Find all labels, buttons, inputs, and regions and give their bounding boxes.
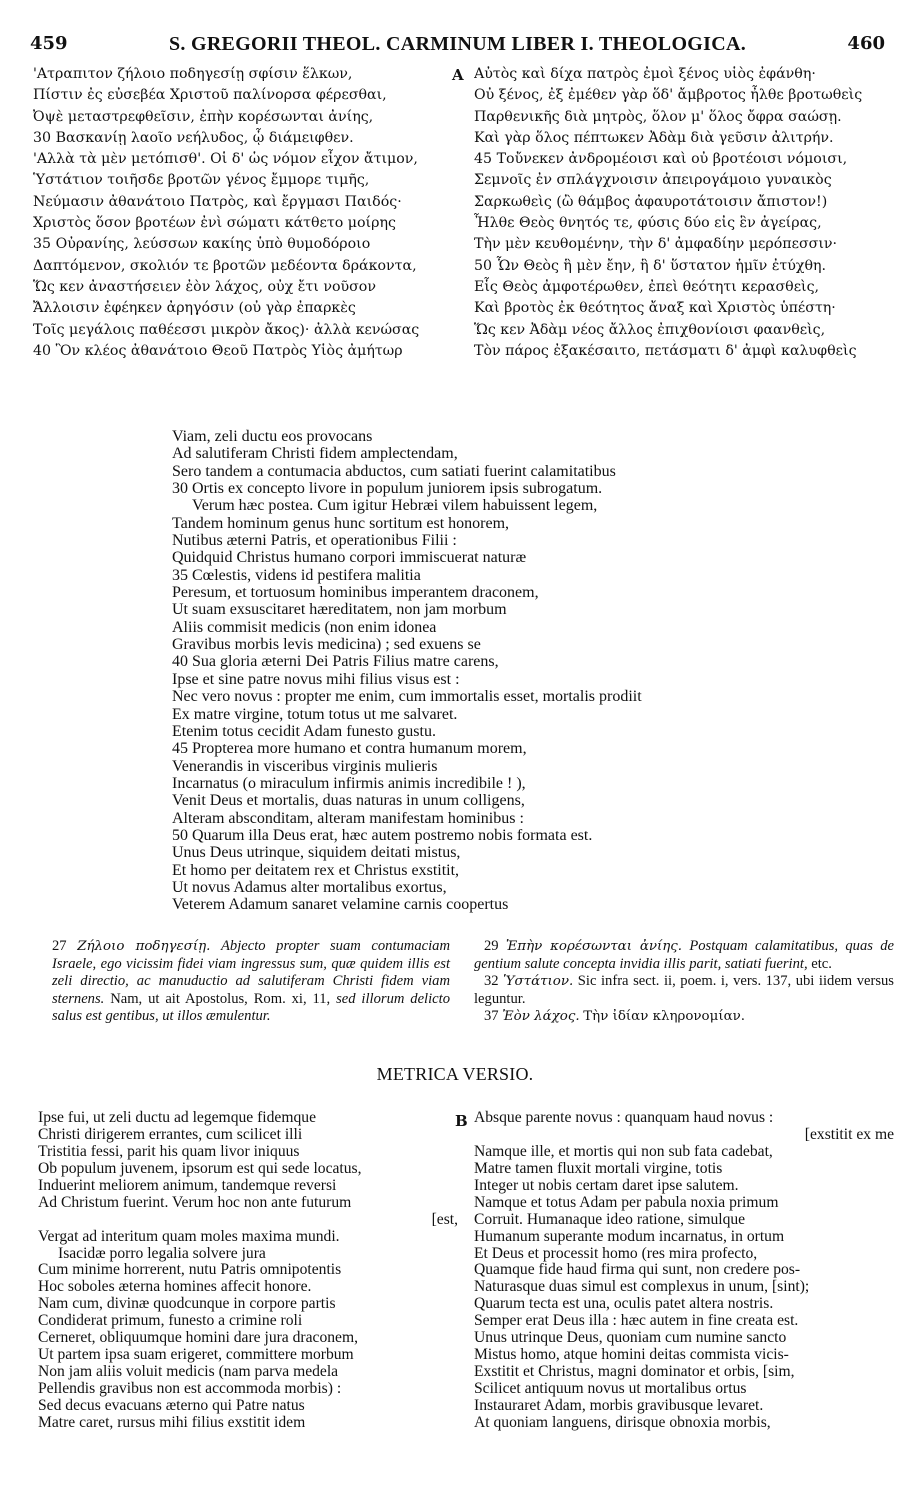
footnote-text: Nam, ut ait Apostolus, Rom. xi, 11,: [110, 990, 331, 1007]
page-number-right: 460: [847, 33, 885, 54]
latin-prose-translation: [172, 428, 852, 914]
text-line: Sero tandem a contumacia abductos, cum satiati fuerint calamitatibus: [172, 462, 616, 480]
column-marker-b: B: [455, 1112, 468, 1130]
footnote-text: Sic infra sect. ii, poem. i, vers. 137, ubi iidem versus leguntur.: [474, 973, 894, 1007]
text-line: Matre tamen fluxit mortali virgine, totis: [474, 1160, 723, 1177]
text-line: Εἷς Θεὸς ἀμφοτέρωθεν, ἐπεὶ θεότητι κερασθεὶς,: [474, 278, 820, 295]
text-line: Nam cum, divinæ quodcunque in corpore partis: [38, 1296, 336, 1313]
text-line: Ἄλλοισιν ἐφέηκεν ἀρηγόσιν (οὐ γὰρ ἐπαρκὲς: [33, 300, 356, 317]
text-line: 50 Ὧν Θεὸς ἣ μὲν ἔην, ἣ δ' ὕστατον ἡμῖν ἐτύχθη.: [474, 257, 827, 274]
page-header: [30, 33, 885, 57]
greek-text-right-column: [474, 64, 910, 362]
text-line: 45 Propterea more humano et contra humanum morem,: [172, 740, 527, 758]
text-line: Τὴν μὲν κευθομένην, τὴν δ' ἀμφαδίην μερόπεσσιν·: [474, 236, 838, 253]
text-line: Hoc soboles æterna homines affecit honore.: [38, 1279, 312, 1296]
text-line: Induerint meliorem animum, tandemque reversi: [38, 1177, 337, 1194]
footnotes-right: [474, 938, 894, 1026]
text-line: Ὀψὲ μεταστρεφθεῖσιν, ἐπὴν κορέσωνται ἀνίης,: [33, 108, 374, 125]
footnote-27: [52, 938, 450, 1026]
text-line: Ex matre virgine, totum totus ut me salvaret.: [172, 705, 458, 723]
text-line: Matre caret, rursus mihi filius exstitit idem: [38, 1414, 306, 1431]
text-line: Πίστιν ἐς εὐσεβέα Χριστοῦ παλίνορσα φέρεσθαι,: [33, 87, 387, 104]
metrica-left-column: [38, 1110, 458, 1432]
text-line: Viam, zeli ductu eos provocans: [172, 428, 373, 445]
footnote-text: etc.: [811, 955, 832, 972]
text-line: Venit Deus et mortalis, duas naturas in unum colligens,: [172, 792, 525, 810]
text-line: Unus Deus utrinque, siquidem deitati mistus,: [172, 844, 461, 862]
text-line: Ἦλθε Θεὸς θνητός τε, φύσις δύο εἰς ἓν ἀγείρας,: [474, 215, 822, 232]
text-line: Integer ut nobis certam daret ipse salutem.: [474, 1177, 739, 1194]
footnote-text: sed illorum delicto salus est gentibus, ut illos æmulentur.: [52, 990, 450, 1025]
text-line: Corruit. Humanaque ideo ratione, simulque: [474, 1211, 746, 1228]
text-line: Καὶ γὰρ ὅλος πέπτωκεν Ἀδὰμ διὰ γεῦσιν ἀλιτρήν.: [474, 129, 834, 146]
text-line: Tandem hominum genus hunc sortitum est honorem,: [172, 514, 510, 532]
text-line: Absque parente novus : quanquam haud novus :: [474, 1110, 774, 1126]
footnote-29: [474, 938, 894, 973]
text-line: 35 Οὐρανίης, λεύσσων κακίης ὑπὸ θυμοδόροιο: [33, 236, 371, 253]
text-line: At quoniam languens, dirisque obnoxia morbis,: [474, 1414, 771, 1431]
text-line: Vergat ad interitum quam moles maxima mundi.: [38, 1228, 340, 1245]
text-line: Νεύμασιν ἀθανάτοιο Πατρὸς, καὶ ἔργμασι Παιδός·: [33, 193, 402, 210]
text-line: [est,: [431, 1211, 458, 1228]
footnotes-left: [52, 938, 450, 1026]
text-line: Ut suam exsuscitaret hæreditatem, non jam morbum: [172, 601, 507, 619]
text-line: 50 Quarum illa Deus erat, hæc autem postremo nobis formata est.: [172, 826, 593, 844]
footnote-number: 29: [484, 938, 499, 954]
greek-text-left-column: [33, 64, 448, 362]
text-line: Semper erat Deus illa : hæc autem in fine creata est.: [474, 1313, 799, 1330]
text-line: [exstitit ex me: [804, 1126, 894, 1143]
metrica-right-column: [474, 1110, 894, 1432]
footnote-number: 27: [52, 938, 67, 954]
running-title: S. GREGORII THEOL. CARMINUM LIBER I. THEOLOGICA.: [168, 33, 747, 55]
text-line: Christi dirigerem errantes, cum scilicet illi: [38, 1126, 303, 1143]
text-line: Instauraret Adam, morbis gravibusque levaret.: [474, 1397, 764, 1414]
text-line: Nec vero novus : propter me enim, cum immortalis esset, mortalis prodiit: [172, 688, 642, 706]
text-line: Pellendis gravibus non est accommoda morbis) :: [38, 1381, 342, 1397]
text-line: Et homo per deitatem rex et Christus exstitit,: [172, 861, 460, 879]
text-line: Ad Christum fuerint. Verum hoc non ante futurum: [38, 1194, 352, 1211]
text-line: Χριστὸς ὅσον βροτέων ἐνὶ σώματι κάτθετο μοίρης: [33, 215, 396, 232]
text-line: Non jam aliis voluit medicis (nam parva medela: [38, 1364, 339, 1381]
footnote-text: Abjecto propter suam contumaciam Israele, ego vicissim fidei viam ingressus sum, quæ quidem illis est zeli directio, ac manuductio ad salutiferam Christi fidem viam sternens.: [52, 938, 451, 1007]
footnote-lemma: Ἐπὴν κορέσωνται ἀνίης.: [505, 939, 683, 954]
text-line: Παρθενικῆς διὰ μητρὸς, ὅλον μ' ὅλος ὄφρα σαώσῃ.: [474, 108, 842, 125]
text-line: Cerneret, obliquumque homini dare jura draconem,: [38, 1330, 358, 1347]
text-line: Οὐ ξένος, ἐξ ἐμέθεν γὰρ ὅδ' ἄμβροτος ἦλθε βροτωθεὶς: [474, 87, 863, 104]
text-line: 45 Τοὔνεκεν ἀνδρομέοισι καὶ οὐ βροτέοισι νόμοισι,: [474, 151, 848, 168]
text-line: Exstitit et Christus, magni dominator et orbis, [sim,: [474, 1364, 795, 1381]
footnote-lemma: Ζήλοιο ποδηγεσίῃ.: [77, 939, 211, 954]
text-line: Σαρκωθεὶς (ὢ θάμβος ἀφαυροτάτοισιν ἄπιστον!): [474, 193, 828, 210]
text-line: Ob populum juvenem, ipsorum est qui sede locatus,: [38, 1160, 362, 1177]
text-line: Τὸν πάρος ἐξακέσαιτο, πετάσματι δ' ἀμφὶ καλυφθεὶς: [474, 342, 857, 359]
text-line: Ipse et sine patre novus mihi filius visus est :: [172, 670, 460, 688]
footnote-32: [474, 973, 894, 1008]
text-line: Scilicet antiquum novus ut mortalibus ortus: [474, 1381, 747, 1397]
text-line: Αὐτὸς καὶ δίχα πατρὸς ἐμοὶ ξένος υἱὸς ἐφάνθη·: [474, 66, 816, 82]
text-line: Quamque fide haud firma qui sunt, non credere pos-: [474, 1262, 801, 1279]
text-line: Namque ille, et mortis qui non sub fata cadebat,: [474, 1143, 773, 1160]
text-line: Isacidæ porro legalia solvere jura: [58, 1245, 266, 1262]
text-line: 35 Cœlestis, videns id pestifera malitia: [172, 566, 421, 584]
text-line: Nutibus æterni Patris, et operationibus Filii :: [172, 532, 457, 550]
text-line: Naturasque duas simul est complexus in unum, [sint);: [474, 1279, 810, 1296]
text-line: Ὥς κεν ἀναστήσειεν ἐὸν λάχος, οὐχ ἔτι νοῦσον: [33, 278, 376, 295]
text-line: Namque et totus Adam per pabula noxia primum: [474, 1194, 779, 1211]
text-line: Condiderat primum, funesto a crimine roli: [38, 1313, 303, 1330]
section-title: METRICA VERSIO.: [376, 1064, 534, 1084]
text-line: Ut partem ipsa suam erigeret, committere morbum: [38, 1347, 354, 1364]
text-line: Τοῖς μεγάλοις παθέεσσι μικρὸν ἄκος)· ἀλλὰ κενώσας: [33, 321, 420, 338]
footnote-lemma: Ἐὸν λάχος.: [502, 1009, 580, 1025]
text-line: Καὶ βροτὸς ἐκ θεότητος ἄναξ καὶ Χριστὸς ὑπέστη·: [474, 300, 836, 317]
text-line: Incarnatus (o miraculum infirmis animis incredibile ! ),: [172, 774, 526, 792]
text-line: Ut novus Adamus alter mortalibus exortus,: [172, 878, 447, 896]
text-line: Cum minime horrerent, nutu Patris omnipotentis: [38, 1262, 342, 1279]
text-line: Aliis commisit medicis (non enim idonea: [172, 618, 437, 636]
text-line: Verum hæc postea. Cum igitur Hebræi vilem habuissent legem,: [192, 497, 598, 515]
text-line: Quarum tecta est una, oculis patet altera nostris.: [474, 1296, 774, 1313]
text-line: 30 Ortis ex concepto livore in populum juniorem ipsis subrogatum.: [172, 480, 603, 498]
text-line: 40 Ὃν κλέος ἀθανάτοιο Θεοῦ Πατρὸς Υἱὸς ἀμήτωρ: [33, 342, 403, 359]
text-line: Quidquid Christus humano corpori immiscuerat naturæ: [172, 549, 527, 567]
text-line: 40 Sua gloria æterni Dei Patris Filius matre carens,: [172, 653, 499, 671]
footnote-37: [474, 1008, 894, 1026]
text-line: Veterem Adamum sanaret velamine carnis coopertus: [172, 896, 509, 914]
footnote-number: 32: [484, 973, 499, 990]
text-line: Sed decus evacuans æterno qui Patre natus: [38, 1397, 305, 1414]
footnote-text: Postquam calamitatibus, quas de gentium salute concepta invidia illis parit, satiati fuerint,: [474, 938, 894, 972]
text-line: Σεμνοῖς ἐν σπλάγχνοισιν ἀπειρογάμοιο γυναικὸς: [474, 172, 832, 189]
footnote-text: Τὴν ἰδίαν κληρονομίαν.: [583, 1009, 746, 1025]
text-line: 'Ατραπιτον ζήλοιο ποδηγεσίῃ σφίσιν ἕλκων,: [33, 66, 353, 82]
footnote-number: 37: [484, 1008, 499, 1025]
text-line: Etenim totus cecidit Adam funesto gustu.: [172, 722, 436, 740]
text-line: Et Deus et processit homo (res mira profecto,: [474, 1245, 758, 1262]
text-line: Humanum superante modum incarnatus, in ortum: [474, 1228, 785, 1245]
text-line: Ipse fui, ut zeli ductu ad legemque fidemque: [38, 1110, 316, 1126]
text-line: Ad salutiferam Christi fidem amplectendam,: [172, 445, 458, 463]
text-line: Mistus homo, atque homini deitas commista vicis-: [474, 1347, 789, 1364]
text-line: Unus utrinque Deus, quoniam cum numine sancto: [474, 1330, 787, 1347]
footnote-lemma: Ὑστάτιον.: [503, 974, 574, 990]
page-number-left: 459: [30, 33, 68, 54]
text-line: 'Αλλὰ τὰ μὲν μετόπισθ'. Οἱ δ' ὡς νόμον εἶχον ἄτιμον,: [33, 151, 418, 168]
text-line: 30 Βασκανίῃ λαοῖο νεήλυδος, ᾧ διάμειφθεν.: [33, 129, 354, 146]
text-line: Ὥς κεν Ἀδὰμ νέος ἄλλος ἐπιχθονίοισι φαανθεὶς,: [474, 321, 826, 338]
text-line: Ὑστάτιον τοιῆσδε βροτῶν γένος ἔμμορε τιμῆς,: [33, 172, 370, 189]
text-line: Δαπτόμενον, σκολιόν τε βροτῶν μεδέοντα δράκοντα,: [33, 257, 417, 274]
text-line: Peresum, et tortuosum hominibus imperantem draconem,: [172, 584, 539, 602]
text-line: Gravibus morbis levis medicina) ; sed exuens se: [172, 636, 481, 654]
text-line: Alteram absconditam, alteram manifestam hominibus :: [172, 809, 524, 827]
text-line: Tristitia fessi, parit his quam livor iniquus: [38, 1143, 300, 1160]
text-line: Venerandis in visceribus virginis mulieris: [172, 757, 438, 775]
column-marker-a: A: [452, 66, 464, 84]
